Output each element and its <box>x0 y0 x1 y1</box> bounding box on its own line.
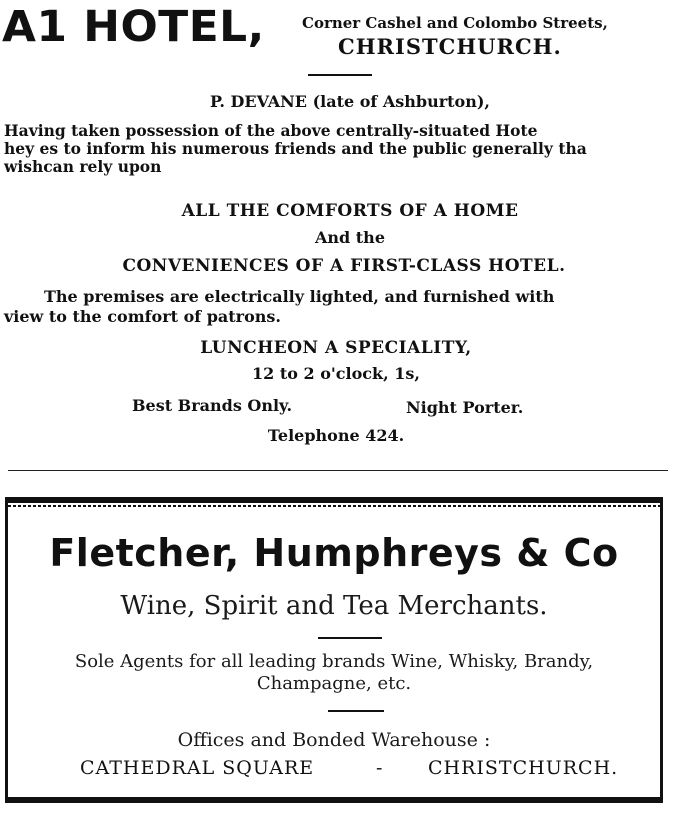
merchant-location-left: CATHEDRAL SQUARE <box>80 757 315 779</box>
hotel-luncheon: LUNCHEON A SPECIALITY, <box>200 338 472 358</box>
merchant-rule-2 <box>328 710 384 712</box>
merchant-agents-line-1: Sole Agents for all leading brands Wine, Whisky, Brandy, <box>74 651 594 672</box>
merchant-offices: Offices and Bonded Warehouse : <box>177 729 491 751</box>
merchant-rule-1 <box>318 637 382 639</box>
hotel-luncheon-hours: 12 to 2 o'clock, 1s, <box>252 364 420 383</box>
hotel-body-line-2: hey es to inform his numerous friends and the public generally tha <box>4 139 587 158</box>
hotel-name: A1 HOTEL, <box>2 2 265 52</box>
merchant-location-right: CHRISTCHURCH. <box>428 757 619 779</box>
hotel-body-line-1: Having taken possession of the above centrally-situated Hote <box>4 121 538 140</box>
merchant-location-separator: - <box>376 757 383 779</box>
hotel-premises-line-2: view to the comfort of patrons. <box>4 307 281 326</box>
hotel-title-rule <box>308 74 372 76</box>
merchant-ad-frame <box>5 497 663 803</box>
hotel-address-line1: Corner Cashel and Colombo Streets, <box>302 14 608 32</box>
hotel-proprietor: P. DEVANE (late of Ashburton), <box>210 92 490 111</box>
hotel-comforts: ALL THE COMFORTS OF A HOME <box>181 201 519 221</box>
hotel-best-brands: Best Brands Only. <box>132 396 293 415</box>
hotel-telephone: Telephone 424. <box>267 426 405 445</box>
hotel-premises-line-1: The premises are electrically lighted, and furnished with <box>44 287 555 306</box>
merchant-trade: Wine, Spirit and Tea Merchants. <box>120 591 548 621</box>
hotel-address-city: CHRISTCHURCH. <box>338 34 562 59</box>
hotel-conveniences: CONVENIENCES OF A FIRST-CLASS HOTEL. <box>122 256 566 276</box>
hotel-body-line-3: wishcan rely upon <box>4 157 162 176</box>
merchant-name: Fletcher, Humphreys & Co <box>49 531 619 575</box>
hotel-and-the: And the <box>314 228 385 247</box>
hotel-night-porter: Night Porter. <box>406 398 524 417</box>
merchant-agents-line-2: Champagne, etc. <box>256 673 412 694</box>
column-separator <box>8 470 668 471</box>
